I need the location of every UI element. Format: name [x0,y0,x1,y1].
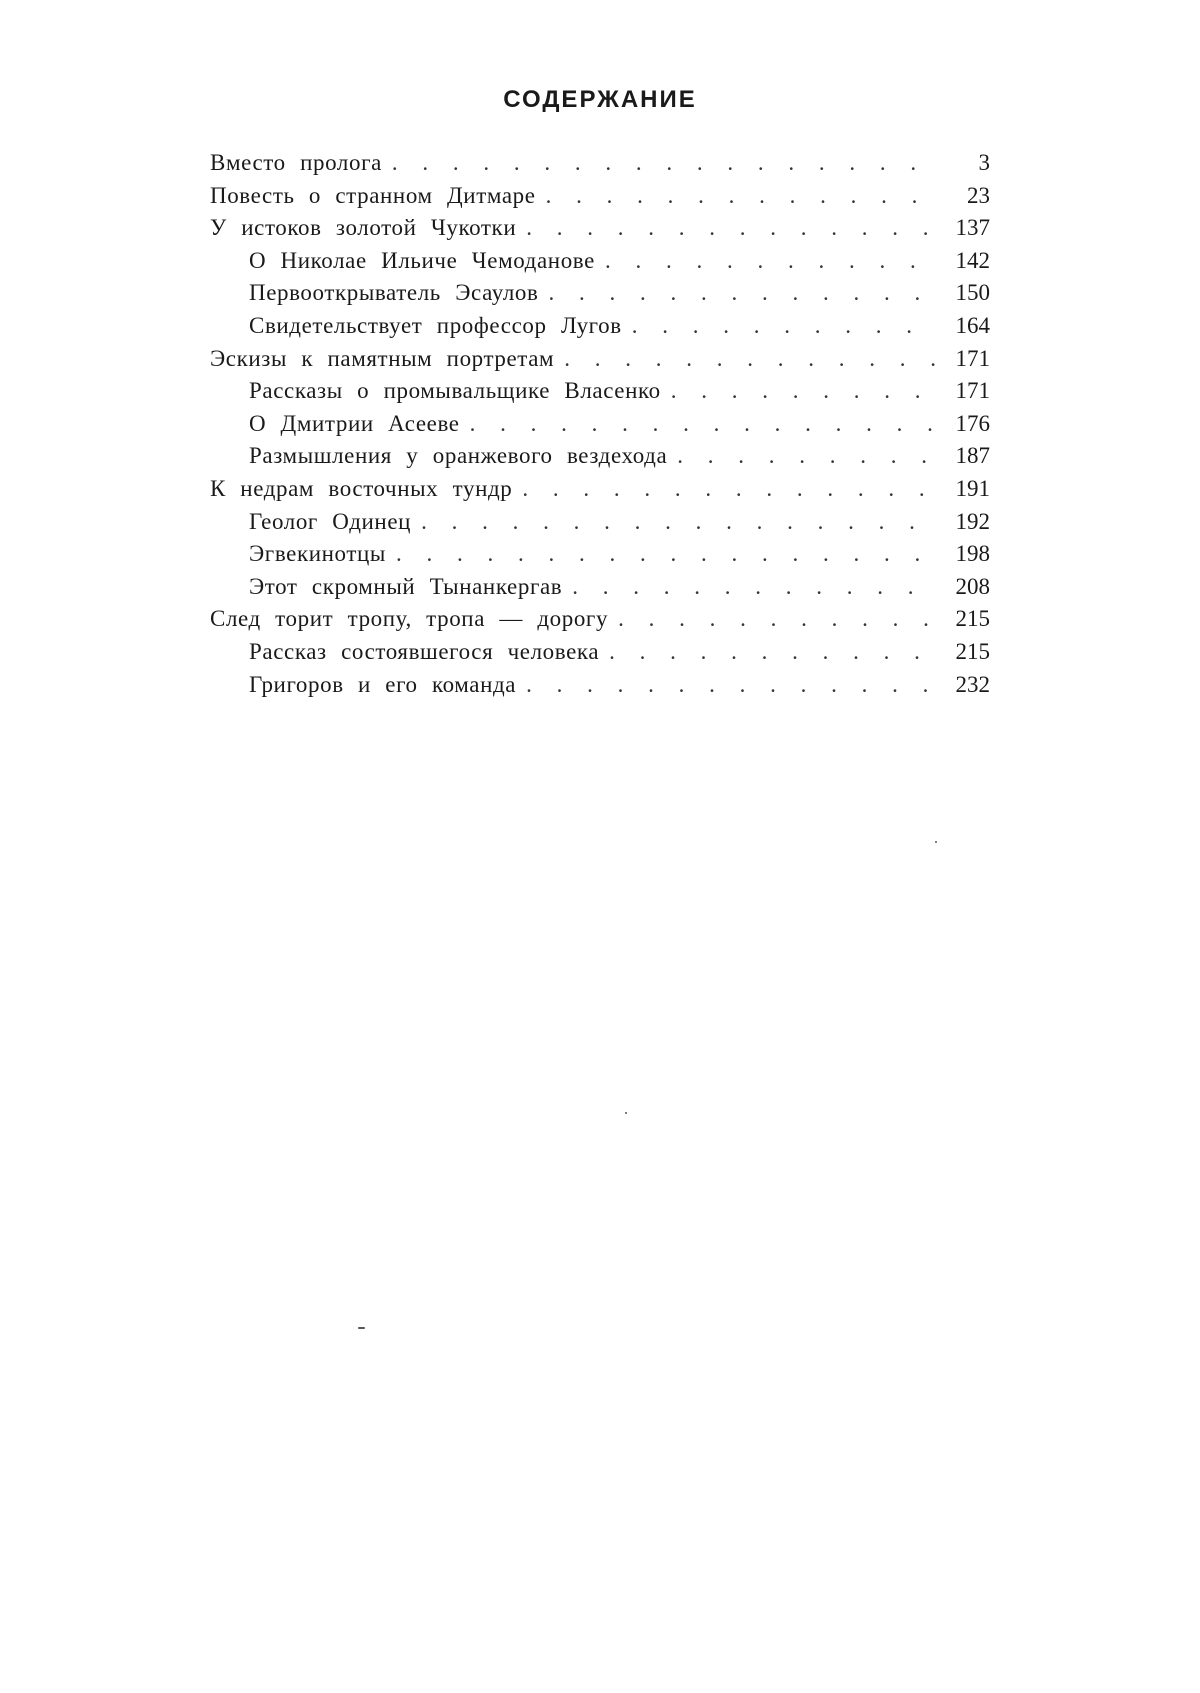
toc-entry [210,150,990,183]
toc-subentry [210,672,990,705]
toc-entry-page-number: 208 [955,573,990,599]
toc-entry-page-number: 164 [955,312,990,338]
toc-entry-page-number: 171 [955,378,990,404]
toc-entry-page-number: 215 [955,606,990,632]
dot-leader [526,215,936,241]
toc-entry [210,215,990,248]
toc-entry-page-number: 232 [955,671,990,697]
toc-entry-title: Рассказ состоявшегося человека [249,638,600,664]
dot-leader [618,606,936,632]
toc-entry-page-number: 23 [967,182,990,208]
toc-entry-page-number: 150 [955,280,990,306]
toc-subentry [210,313,990,346]
toc-entry-title: К недрам восточных тундр [210,475,513,501]
toc-entry-title: Первооткрыватель Эсаулов [249,280,539,306]
toc-subentry [210,280,990,313]
dot-leader [677,443,936,469]
toc-entry-title: О Дмитрии Асееве [249,410,460,436]
toc-entry-page-number: 142 [955,247,990,273]
toc-entry-title: След торит тропу, тропа — дорогу [210,606,609,632]
dot-leader [609,639,936,665]
scan-speck [625,1112,627,1114]
toc-entry-page-number: 198 [955,541,990,567]
dot-leader [564,346,936,372]
toc-entry-page-number: 187 [955,443,990,469]
dot-leader [546,183,936,209]
toc-entry-page-number: 3 [978,150,990,175]
toc-entry-title: У истоков золотой Чукотки [210,215,517,241]
dot-leader [421,509,936,535]
toc-entry-page-number: 176 [955,410,990,436]
toc-entry [210,183,990,216]
dot-leader [572,574,936,600]
toc-entry-title: Свидетельствует профессор Лугов [249,312,622,338]
toc-entry-title: Григоров и его команда [249,671,517,697]
toc-subentry [210,541,990,574]
toc-entry-title: Повесть о странном Дитмаре [210,182,536,208]
toc-subentry [210,443,990,476]
toc-subentry [210,639,990,672]
toc-list [210,150,990,704]
toc-entry-page-number: 191 [955,475,990,501]
dot-leader [632,313,936,339]
toc-entry-title: Геолог Одинец [249,508,412,534]
toc-heading: СОДЕРЖАНИЕ [503,86,697,113]
scan-speck [358,1327,365,1329]
toc-entry-page-number: 137 [955,215,990,241]
dot-leader [522,476,936,502]
toc-entry-page-number: 192 [955,508,990,534]
toc-subentry [210,411,990,444]
toc-entry-page-number: 215 [955,638,990,664]
toc-subentry [210,378,990,411]
toc-entry-title: Эгвекинотцы [249,541,386,567]
toc-entry-title: Этот скромный Тынанкергав [249,573,563,599]
dot-leader [671,378,936,404]
toc-entry-title: Эскизы к памятным портретам [210,345,555,371]
toc-entry [210,606,990,639]
toc-entry-title: Размышления у оранжевого вездехода [249,443,668,469]
toc-entry-title: Вместо пролога [210,150,382,175]
dot-leader [526,672,936,698]
toc-subentry [210,248,990,281]
scan-speck [935,841,937,843]
dot-leader [396,541,936,567]
toc-entry-title: О Николае Ильиче Чемоданове [249,247,595,273]
toc-entry [210,476,990,509]
dot-leader [548,280,936,306]
dot-leader [605,248,936,274]
toc-entry-title: Рассказы о промывальщике Власенко [249,378,661,404]
toc-entry [210,346,990,379]
dot-leader [470,411,936,437]
toc-subentry [210,509,990,542]
dot-leader [392,150,936,176]
toc-entry-page-number: 171 [955,345,990,371]
toc-subentry [210,574,990,607]
